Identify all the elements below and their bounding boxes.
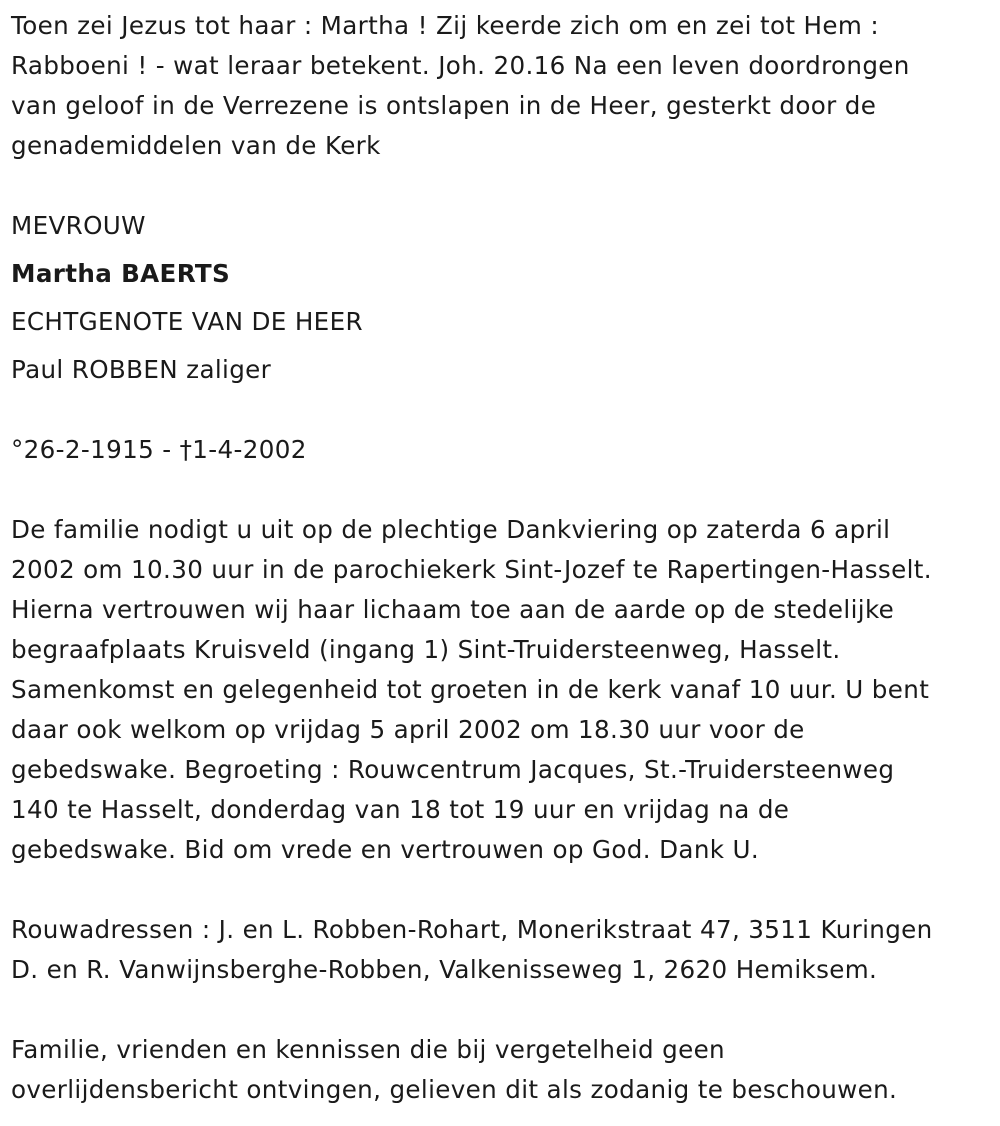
ceremony-line: Hierna vertrouwen wij haar lichaam toe aan de aarde op de stedelijke — [11, 595, 895, 624]
intro-line: genademiddelen van de Kerk — [11, 131, 381, 160]
closing-paragraph — [11, 1030, 988, 1110]
ceremony-line: gebedswake. Bid om vrede en vertrouwen op God. Dank U. — [11, 835, 760, 864]
spouse-name: Paul ROBBEN zaliger — [11, 355, 272, 384]
ceremony-line: Samenkomst en gelegenheid tot groeten in de kerk vanaf 10 uur. U bent — [11, 675, 930, 704]
addresses-paragraph — [11, 910, 988, 990]
birth-death-dates: °26-2-1915 - †1-4-2002 — [11, 435, 307, 464]
closing-line: Familie, vrienden en kennissen die bij vergetelheid geen — [11, 1035, 725, 1064]
intro-line: Rabboeni ! - wat leraar betekent. Joh. 20.16 Na een leven doordrongen — [11, 51, 910, 80]
relation-text: ECHTGENOTE VAN DE HEER — [11, 307, 363, 336]
spacer — [11, 870, 988, 910]
honorific-title: MEVROUW — [11, 211, 146, 240]
spacer — [11, 166, 988, 206]
ceremony-line: daar ook welkom op vrijdag 5 april 2002 om 18.30 uur voor de — [11, 715, 805, 744]
ceremony-line: gebedswake. Begroeting : Rouwcentrum Jacques, St.-Truidersteenweg — [11, 755, 895, 784]
intro-line: van geloof in de Verrezene is ontslapen in de Heer, gesterkt door de — [11, 91, 877, 120]
deceased-name: Martha BAERTS — [11, 259, 231, 288]
ceremony-line: De familie nodigt u uit op de plechtige Dankviering op zaterda 6 april — [11, 515, 891, 544]
ceremony-paragraph — [11, 510, 988, 870]
ceremony-line: 140 te Hasselt, donderdag van 18 tot 19 uur en vrijdag na de — [11, 795, 790, 824]
life-dates — [11, 430, 988, 470]
ceremony-line: 2002 om 10.30 uur in de parochiekerk Sint-Jozef te Rapertingen-Hasselt. — [11, 555, 932, 584]
ceremony-line: begraafplaats Kruisveld (ingang 1) Sint-Truidersteenweg, Hasselt. — [11, 635, 841, 664]
address-line: Rouwadressen : J. en L. Robben-Rohart, Monerikstraat 47, 3511 Kuringen — [11, 915, 933, 944]
spacer — [11, 990, 988, 1030]
closing-line: overlijdensbericht ontvingen, gelieven dit als zodanig te beschouwen. — [11, 1075, 898, 1104]
deceased-block — [11, 202, 988, 394]
spacer — [11, 470, 988, 510]
address-line: D. en R. Vanwijnsberghe-Robben, Valkenisseweg 1, 2620 Hemiksem. — [11, 955, 878, 984]
intro-line: Toen zei Jezus tot haar : Martha ! Zij keerde zich om en zei tot Hem : — [11, 11, 879, 40]
spacer — [11, 394, 988, 434]
intro-paragraph — [11, 6, 988, 166]
